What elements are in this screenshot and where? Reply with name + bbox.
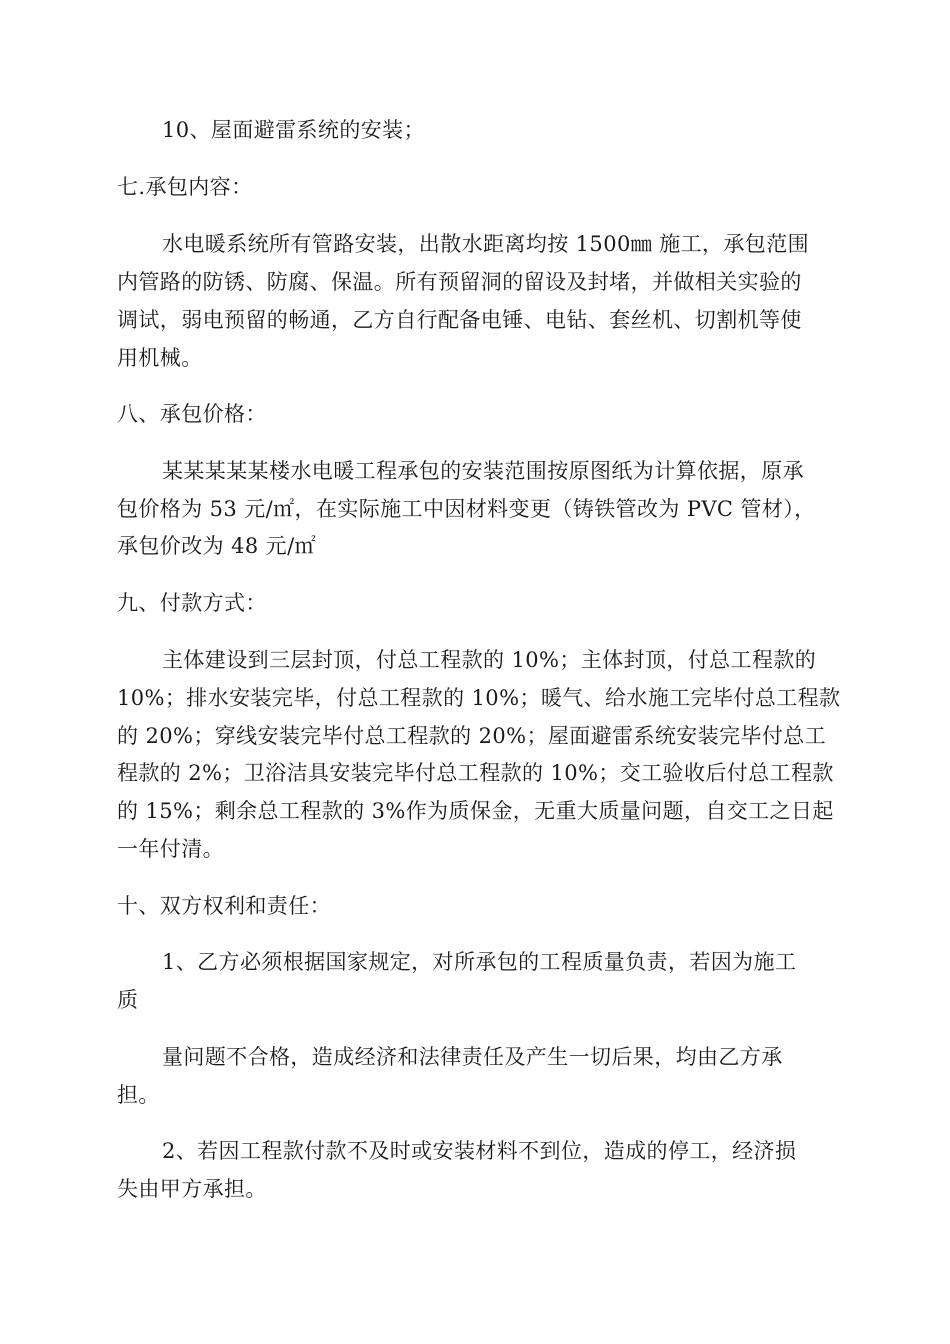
item-10: 10、屋面避雷系统的安装； xyxy=(162,118,425,142)
section-7-heading: 七.承包内容： xyxy=(117,175,253,199)
section-10-heading: 十、双方权利和责任： xyxy=(117,894,331,918)
section-7-line: 水电暖系统所有管路安装，出散水距离均按 1500㎜ 施工，承包范围 xyxy=(162,232,809,256)
clause-2-line: 失由甲方承担。 xyxy=(117,1177,267,1201)
section-8-line: 包价格为 53 元/㎡，在实际施工中因材料变更（铸铁管改为 PVC 管材）， xyxy=(117,497,816,521)
clause-2-line: 2、若因工程款付款不及时或安装材料不到位，造成的停工，经济损 xyxy=(162,1139,797,1163)
section-8-heading: 八、承包价格： xyxy=(117,402,267,426)
clause-1-continued-line: 担。 xyxy=(117,1083,160,1107)
section-8-line: 承包价改为 48 元/㎡ xyxy=(117,534,316,558)
section-7-line: 用机械。 xyxy=(117,346,203,370)
section-7-line: 调试，弱电预留的畅通，乙方自行配备电锤、电钻、套丝机、切割机等使 xyxy=(117,308,802,332)
section-9-line: 一年付清。 xyxy=(117,837,224,861)
section-9-line: 主体建设到三层封顶，付总工程款的 10%；主体封顶，付总工程款的 xyxy=(162,648,817,672)
section-9-line: 的 15%；剩余总工程款的 3%作为质保金，无重大质量问题，自交工之日起 xyxy=(117,799,834,823)
section-9-line: 程款的 2%；卫浴洁具安装完毕付总工程款的 10%；交工验收后付总工程款 xyxy=(117,761,834,785)
section-9-line: 10%；排水安装完毕，付总工程款的 10%；暖气、给水施工完毕付总工程款 xyxy=(117,686,841,710)
clause-1-line: 质 xyxy=(117,988,139,1012)
clause-1-continued-line: 量问题不合格，造成经济和法律责任及产生一切后果，均由乙方承 xyxy=(162,1045,783,1069)
section-9-heading: 九、付款方式： xyxy=(117,591,267,615)
section-9-line: 的 20%；穿线安装完毕付总工程款的 20%；屋面避雷系统安装完毕付总工 xyxy=(117,724,827,748)
clause-1-line: 1、乙方必须根据国家规定，对所承包的工程质量负责，若因为施工 xyxy=(162,950,797,974)
section-7-line: 内管路的防锈、防腐、保温。所有预留洞的留设及封堵，并做相关实验的 xyxy=(117,270,802,294)
section-8-line: 某某某某某楼水电暖工程承包的安装范围按原图纸为计算依据，原承 xyxy=(162,459,804,483)
